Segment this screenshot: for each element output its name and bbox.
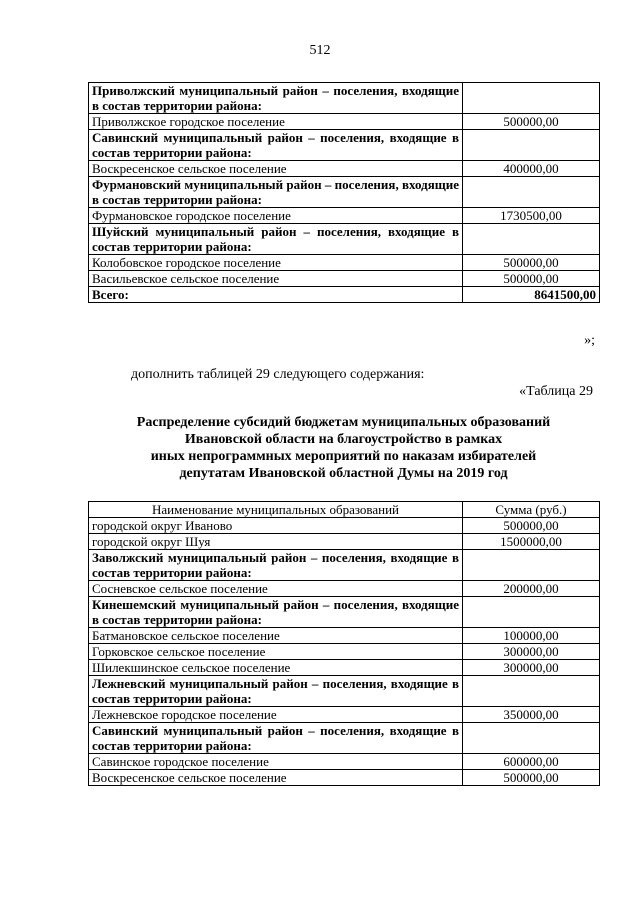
table-title-line: депутатам Ивановской областной Думы на 2019 год bbox=[179, 466, 508, 481]
page-number: 512 bbox=[309, 43, 331, 58]
district-name: Приволжский муниципальный район – поселения, входящие в состав территории района: bbox=[89, 83, 463, 114]
total-amount: 8641500,00 bbox=[463, 287, 600, 303]
table-label: «Таблица 29 bbox=[519, 384, 593, 399]
amount-cell bbox=[463, 550, 600, 581]
district-name: Савинский муниципальный район – поселения, входящие в состав территории района: bbox=[89, 130, 463, 161]
column-header-amount: Сумма (руб.) bbox=[463, 502, 600, 518]
amount-cell: 1500000,00 bbox=[463, 534, 600, 550]
closing-quote: »; bbox=[584, 333, 595, 348]
municipality-name: городской округ Шуя bbox=[89, 534, 463, 550]
table-row bbox=[89, 271, 600, 287]
amount-cell: 1730500,00 bbox=[463, 208, 600, 224]
district-name: Фурмановский муниципальный район – поселения, входящие в состав территории района: bbox=[89, 177, 463, 208]
table-29 bbox=[88, 501, 600, 786]
amount-cell: 600000,00 bbox=[463, 754, 600, 770]
table-header-row bbox=[89, 502, 600, 518]
municipality-name: Савинское городское поселение bbox=[89, 754, 463, 770]
table-row bbox=[89, 255, 600, 271]
municipality-name: Батмановское сельское поселение bbox=[89, 628, 463, 644]
allocation-table-continued bbox=[88, 82, 600, 303]
table-row bbox=[89, 518, 600, 534]
table-row bbox=[89, 534, 600, 550]
table-row bbox=[89, 581, 600, 597]
district-name: Заволжский муниципальный район – поселения, входящие в состав территории района: bbox=[89, 550, 463, 581]
district-header-row bbox=[89, 83, 600, 114]
table-row bbox=[89, 754, 600, 770]
amount-cell: 500000,00 bbox=[463, 770, 600, 786]
municipality-name: Воскресенское сельское поселение bbox=[89, 161, 463, 177]
table-row bbox=[89, 628, 600, 644]
district-name: Лежневский муниципальный район – поселения, входящие в состав территории района: bbox=[89, 676, 463, 707]
table-row bbox=[89, 707, 600, 723]
district-header-row bbox=[89, 177, 600, 208]
table-row bbox=[89, 770, 600, 786]
amount-cell bbox=[463, 83, 600, 114]
district-header-row bbox=[89, 130, 600, 161]
municipality-name: Горковское сельское поселение bbox=[89, 644, 463, 660]
district-header-row bbox=[89, 224, 600, 255]
amount-cell bbox=[463, 723, 600, 754]
municipality-name: Васильевское сельское поселение bbox=[89, 271, 463, 287]
amount-cell: 350000,00 bbox=[463, 707, 600, 723]
amount-cell bbox=[463, 676, 600, 707]
amount-cell: 400000,00 bbox=[463, 161, 600, 177]
amount-cell: 100000,00 bbox=[463, 628, 600, 644]
amount-cell bbox=[463, 130, 600, 161]
intro-text: дополнить таблицей 29 следующего содержания: bbox=[131, 367, 425, 382]
municipality-name: Лежневское городское поселение bbox=[89, 707, 463, 723]
amount-cell: 300000,00 bbox=[463, 644, 600, 660]
amount-cell: 500000,00 bbox=[463, 271, 600, 287]
amount-cell bbox=[463, 224, 600, 255]
table-title-line: иных непрограммных мероприятий по наказам избирателей bbox=[150, 449, 537, 464]
table-row bbox=[89, 644, 600, 660]
amount-cell: 500000,00 bbox=[463, 114, 600, 130]
municipality-name: Сосневское сельское поселение bbox=[89, 581, 463, 597]
table-title-line: Распределение субсидий бюджетам муниципальных образований bbox=[136, 415, 551, 430]
total-label: Всего: bbox=[89, 287, 463, 303]
column-header-name: Наименование муниципальных образований bbox=[89, 502, 463, 518]
table-title-line: Ивановской области на благоустройство в рамках bbox=[184, 432, 503, 447]
table-row bbox=[89, 161, 600, 177]
municipality-name: городской округ Иваново bbox=[89, 518, 463, 534]
amount-cell bbox=[463, 597, 600, 628]
amount-cell: 300000,00 bbox=[463, 660, 600, 676]
total-row bbox=[89, 287, 600, 303]
amount-cell: 500000,00 bbox=[463, 518, 600, 534]
table-row bbox=[89, 660, 600, 676]
amount-cell bbox=[463, 177, 600, 208]
amount-cell: 200000,00 bbox=[463, 581, 600, 597]
district-header-row bbox=[89, 676, 600, 707]
table-row bbox=[89, 114, 600, 130]
district-header-row bbox=[89, 723, 600, 754]
table-row bbox=[89, 208, 600, 224]
municipality-name: Фурмановское городское поселение bbox=[89, 208, 463, 224]
table-title bbox=[88, 414, 599, 482]
district-header-row bbox=[89, 550, 600, 581]
municipality-name: Колобовское городское поселение bbox=[89, 255, 463, 271]
amount-cell: 500000,00 bbox=[463, 255, 600, 271]
district-name: Шуйский муниципальный район – поселения, входящие в состав территории района: bbox=[89, 224, 463, 255]
district-name: Кинешемский муниципальный район – поселения, входящие в состав территории района: bbox=[89, 597, 463, 628]
district-header-row bbox=[89, 597, 600, 628]
municipality-name: Приволжское городское поселение bbox=[89, 114, 463, 130]
district-name: Савинский муниципальный район – поселения, входящие в состав территории района: bbox=[89, 723, 463, 754]
municipality-name: Воскресенское сельское поселение bbox=[89, 770, 463, 786]
municipality-name: Шилекшинское сельское поселение bbox=[89, 660, 463, 676]
